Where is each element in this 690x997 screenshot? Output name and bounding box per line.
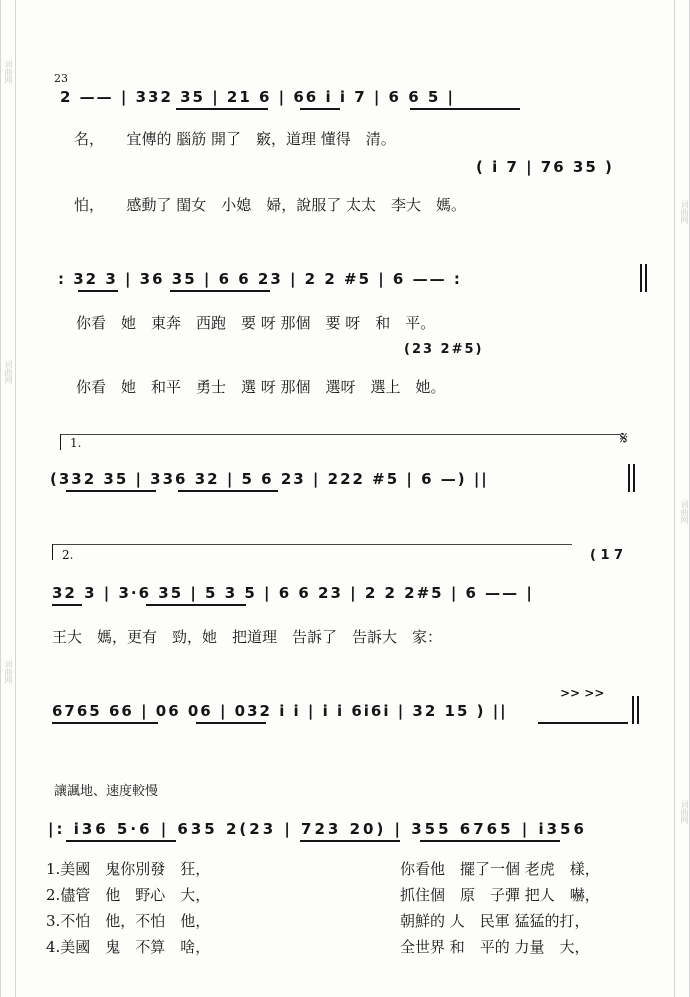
accent-marks: >> >> — [560, 686, 605, 700]
lyric-row-1: 名， 宜傳的 腦筋 開了 竅，道理 懂得 清。 — [74, 130, 396, 148]
verse-3-right: 朝鮮的 人 民軍 猛猛的打， — [400, 912, 590, 930]
notation-row-6: |: i36 5·6 | 635 2(23 | 723 20) | 355 6765 | i356 — [48, 820, 587, 838]
beam-line — [52, 722, 158, 724]
right-margin-strip — [674, 0, 690, 997]
beam-line — [78, 290, 118, 292]
end-barline — [628, 464, 630, 492]
beam-line — [178, 490, 278, 492]
tempo-marking: 讓諷地、速度較慢 — [54, 784, 159, 799]
watermark: 词曲网 — [680, 800, 689, 824]
end-barline — [632, 696, 634, 724]
volta-1-label: 1. — [70, 436, 82, 450]
verse-4-right: 全世界 和 平的 力量 大， — [400, 938, 590, 956]
watermark: 词曲网 — [680, 500, 689, 524]
notation-row-2b: (23 2#5) — [404, 342, 484, 357]
beam-line — [300, 108, 340, 110]
notation-row-2: : 32 3 | 36 35 | 6 6 23 | 2 2 #5 | 6 —— : — [58, 270, 462, 288]
beam-line — [66, 840, 176, 842]
repeat-barline — [645, 264, 647, 292]
notation-row-1: 2 —— | 332 35 | 21 6 | 66 i i 7 | 6 6 5 | — [60, 88, 456, 106]
verse-3-left: 3.不怕 他，不怕 他， — [46, 912, 211, 930]
lyric-row-2b: 你看 她 和平 勇士 選 呀 那個 選呀 選上 她。 — [76, 378, 446, 396]
verse-2-right: 抓住個 原 子彈 把人 嚇， — [400, 886, 600, 904]
notation-lead-in: ( 1 7 — [590, 548, 624, 563]
end-barline — [633, 464, 635, 492]
volta-bracket — [52, 544, 572, 545]
beam-line — [170, 290, 270, 292]
verse-4-left: 4.美國 鬼 不算 啥， — [46, 938, 211, 956]
beam-line — [420, 840, 560, 842]
verse-1-right: 你看他 擺了一個 老虎 樣， — [400, 860, 600, 878]
notation-row-5: 6765 66 | 06 06 | 032 i i | i i 6i6i | 32 15 ) || — [52, 702, 508, 720]
volta-bracket-tick — [60, 434, 61, 450]
left-margin-strip — [0, 0, 16, 997]
beam-line — [146, 604, 246, 606]
measure-number: 23 — [54, 72, 68, 85]
watermark: 词曲网 — [4, 60, 13, 84]
watermark: 词曲网 — [680, 200, 689, 224]
lyric-row-1b: 怕， 感動了 閨女 小媳 婦，說服了 太太 李大 媽。 — [74, 196, 467, 214]
watermark: 词曲网 — [4, 360, 13, 384]
beam-line — [176, 108, 268, 110]
lyric-row-4: 王大 媽，更有 勁，她 把道理 告訴了 告訴大 家： — [52, 628, 443, 646]
verse-2-left: 2.儘管 他 野心 大， — [46, 886, 211, 904]
repeat-barline — [640, 264, 642, 292]
beam-line — [538, 722, 628, 724]
verse-1-left: 1.美國 鬼你別發 狂， — [46, 860, 211, 878]
notation-row-3: (332 35 | 336 32 | 5 6 23 | 222 #5 | 6 —) || — [50, 470, 489, 488]
volta-2-label: 2. — [62, 548, 74, 562]
beam-line — [300, 840, 400, 842]
end-barline — [637, 696, 639, 724]
notation-row-4: 32 3 | 3·6 35 | 5 3 5 | 6 6 23 | 2 2 2#5 | 6 —— | — [52, 584, 534, 602]
segno-sign: 𝄋 — [620, 428, 628, 449]
beam-line — [196, 722, 266, 724]
volta-bracket — [60, 434, 620, 435]
beam-line — [52, 604, 82, 606]
volta-bracket-tick — [52, 544, 53, 560]
notation-row-1b: ( i 7 | 76 35 ) — [476, 158, 614, 176]
beam-line — [66, 490, 156, 492]
beam-line — [410, 108, 520, 110]
lyric-row-2: 你看 她 東奔 西跑 要 呀 那個 要 呀 和 平。 — [76, 314, 436, 332]
watermark: 词曲网 — [4, 660, 13, 684]
